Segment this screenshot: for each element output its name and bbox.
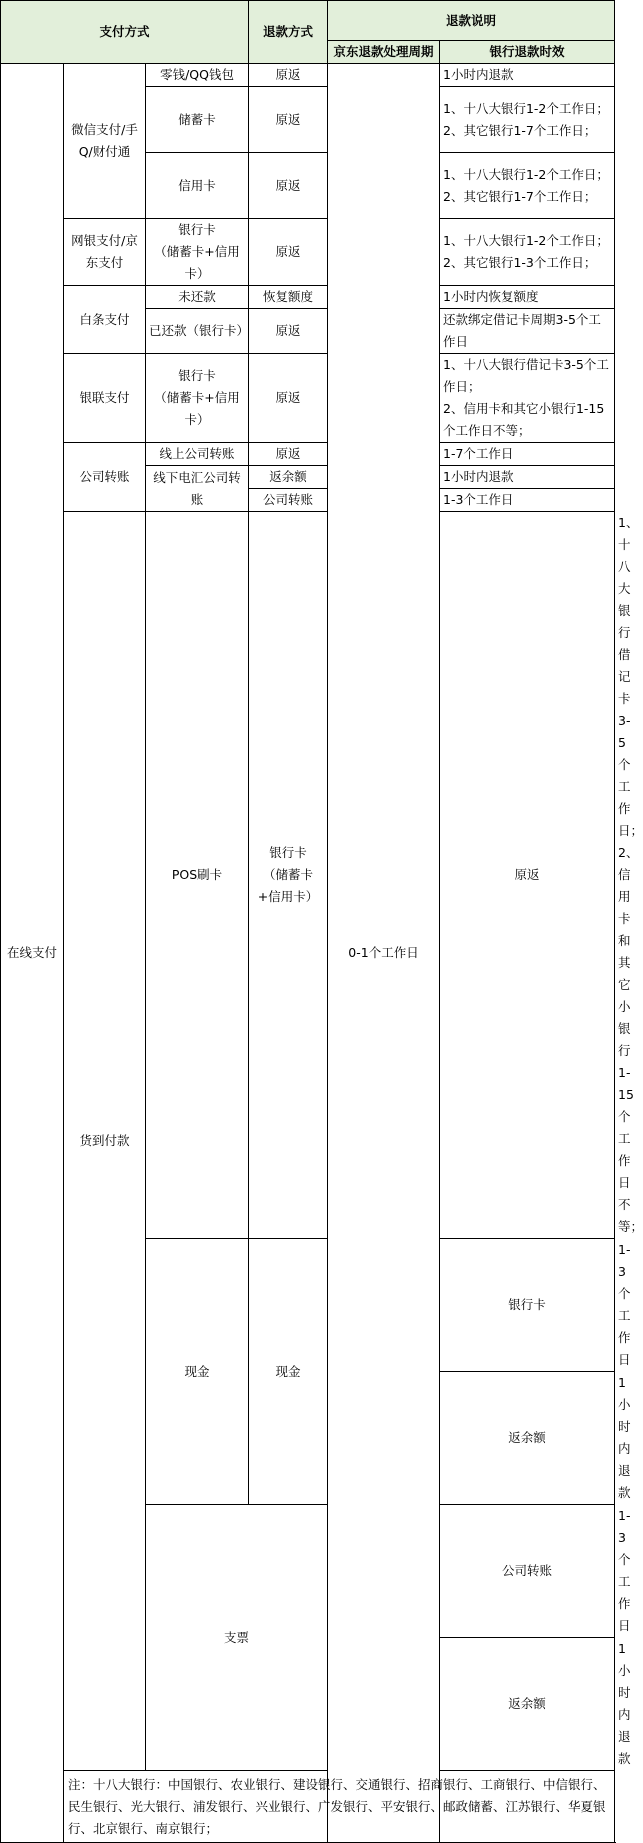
sub-corp-offline: 线下电汇公司转账 — [146, 466, 249, 512]
refund-wallet: 原返 — [249, 64, 328, 87]
refund-bt-unpaid: 恢复额度 — [249, 286, 328, 309]
header-payment-method: 支付方式 — [1, 1, 249, 64]
refund-bt-paid: 原返 — [249, 309, 328, 354]
sub-corp-online: 线上公司转账 — [146, 443, 249, 466]
sub-wx-debit: 储蓄卡 — [146, 87, 249, 153]
category-cod: 货到付款 — [64, 512, 146, 1771]
header-refund-method: 退款方式 — [249, 1, 328, 64]
header-refund-notes: 退款说明 — [328, 1, 615, 41]
time-wx-credit: 1、十八大银行1-2个工作日； 2、其它银行1-7个工作日； — [440, 153, 615, 219]
refund-wx-debit: 原返 — [249, 87, 328, 153]
group-baitiao: 白条支付 — [64, 286, 146, 354]
group-unionpay: 银联支付 — [64, 354, 146, 443]
time-bt-paid: 还款绑定借记卡周期3-5个工作日 — [440, 309, 615, 354]
sub-wx-credit: 信用卡 — [146, 153, 249, 219]
refund-pos: 原返 — [440, 512, 615, 1239]
sub-bt-unpaid: 未还款 — [146, 286, 249, 309]
refund-cash-1: 银行卡 — [440, 1239, 615, 1372]
time-corp-online: 1-7个工作日 — [440, 443, 615, 466]
time-wx-debit: 1、十八大银行1-2个工作日； 2、其它银行1-7个工作日； — [440, 87, 615, 153]
time-corp-offline-2: 1-3个工作日 — [440, 489, 615, 512]
header-bank-time: 银行退款时效 — [440, 41, 615, 64]
group-wechat: 微信支付/手Q/财付通 — [64, 64, 146, 219]
footnote: 注：十八大银行：中国银行、农业银行、建设银行、交通银行、招商银行、工商银行、中信银行、民生银行、光大银行、浦发银行、兴业银行、广发银行、平安银行、邮政储蓄、江苏银行、华夏银行、北京银行、南京银行； — [64, 1771, 615, 1843]
sub-netbank-card: 银行卡 （储蓄卡+信用卡） — [146, 219, 249, 286]
time-up-card: 1、十八大银行借记卡3-5个工作日； 2、信用卡和其它小银行1-15个工作日不等； — [440, 354, 615, 443]
group-netbank: 网银支付/京东支付 — [64, 219, 146, 286]
group-pos: POS刷卡 — [146, 512, 249, 1239]
sub-pos-card: 银行卡 （储蓄卡+信用卡） — [249, 512, 328, 1239]
group-cash: 现金 — [146, 1239, 249, 1505]
time-bt-unpaid: 1小时内恢复额度 — [440, 286, 615, 309]
jd-cycle-value: 0-1个工作日 — [328, 64, 440, 1843]
refund-table: 支付方式 退款方式 退款说明 京东退款处理周期 银行退款时效 在线支付 微信支付/手Q/财付通 零钱/QQ钱包 原返 0-1个工作日 1小时内退款 储蓄卡 原返 1、十八大银行1-2个工作日； 2、其它银行1-7个工作日； 信用卡 原返 1、十八大银行1-2个工作日； 2、其它银行1-7个工作日； 网银支付/京东支付 银行卡 （储蓄卡+信用卡） 原返 1、十八大银行1-2个工作日； 2、其它银行1-3个工作日； 白条支付 未还款 恢复额度 1小时内恢复额度 已还款（银行卡） 原返 还款绑定借记卡周期3-5个工作日 银联支付 银行卡 （储蓄卡+信用卡） 原返 1、十八大银行借记卡3-5个工作日； 2、信用卡和其它小银行1-15个工作日不等； 公司转账 线上公司转账 原返 1-7个工作日 线下电汇公司转账 返余额 1小时内退款 公司转账 1-3个工作日 货到付款 POS刷卡 银行卡 （储蓄卡+信用卡） 原返 1、十八大银行借记卡3-5个工作日； 2、信用卡和其它小银行1-15个工作日不等； 现金 现金 银行卡 1-3个工作日 返余额 1小时内退款 支票 公司转账 1-3个工作日 返余额 1小时内退款 注：十八大银行：中国银行、农业银行、建设银行、交通银行、招商银行、工商银行、中信银行、民生银行、光大银行、浦发银行、兴业银行、广发银行、平安银行、邮政储蓄、江苏银行、华夏银行、北京银行、南京银行； — [0, 0, 615, 1843]
refund-corp-offline-2: 公司转账 — [249, 489, 328, 512]
sub-wallet: 零钱/QQ钱包 — [146, 64, 249, 87]
time-wallet: 1小时内退款 — [440, 64, 615, 87]
refund-check-2: 返余额 — [440, 1638, 615, 1771]
sub-up-card: 银行卡 （储蓄卡+信用卡） — [146, 354, 249, 443]
time-corp-offline-1: 1小时内退款 — [440, 466, 615, 489]
refund-corp-offline-1: 返余额 — [249, 466, 328, 489]
group-check: 支票 — [146, 1505, 328, 1771]
time-netbank: 1、十八大银行1-2个工作日； 2、其它银行1-3个工作日； — [440, 219, 615, 286]
sub-cash: 现金 — [249, 1239, 328, 1505]
refund-corp-online: 原返 — [249, 443, 328, 466]
header-jd-cycle: 京东退款处理周期 — [328, 41, 440, 64]
refund-cash-2: 返余额 — [440, 1372, 615, 1505]
refund-wx-credit: 原返 — [249, 153, 328, 219]
sub-bt-paid: 已还款（银行卡） — [146, 309, 249, 354]
group-corp: 公司转账 — [64, 443, 146, 512]
category-online: 在线支付 — [1, 64, 64, 1843]
refund-netbank: 原返 — [249, 219, 328, 286]
refund-check-1: 公司转账 — [440, 1505, 615, 1638]
refund-up-card: 原返 — [249, 354, 328, 443]
